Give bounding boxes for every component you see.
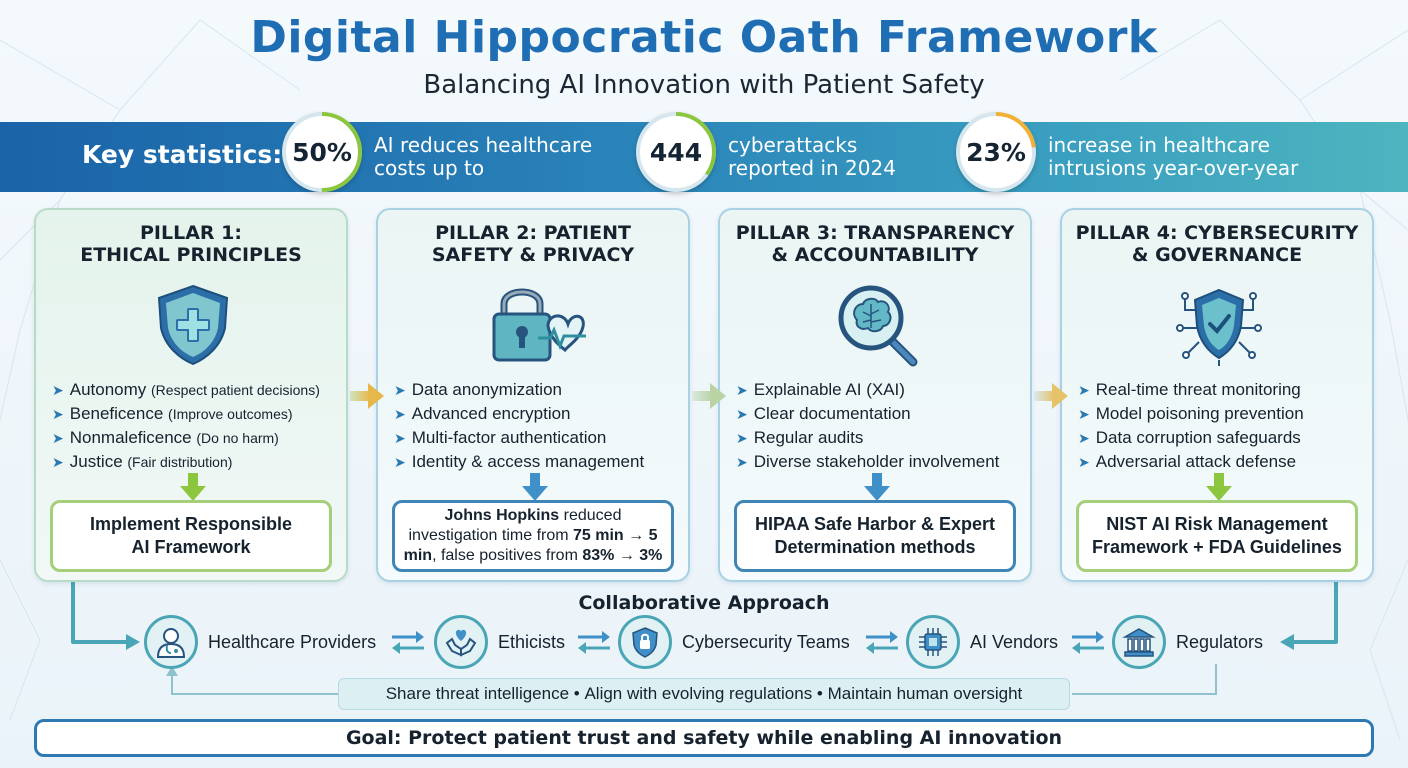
pillar-title-line: ETHICAL PRINCIPLES bbox=[80, 244, 302, 266]
list-item bbox=[736, 378, 1032, 402]
chevron-right-icon: ➤ bbox=[52, 406, 64, 422]
item-note: (Fair distribution) bbox=[127, 454, 233, 470]
list-item bbox=[394, 450, 690, 474]
chevron-right-icon: ➤ bbox=[394, 454, 406, 470]
stakeholder-label: Ethicists bbox=[498, 631, 566, 652]
pillar-title-line: PILLAR 4: CYBERSECURITY bbox=[1075, 222, 1359, 244]
list-item bbox=[394, 402, 690, 426]
chevron-right-icon: ➤ bbox=[1078, 406, 1090, 422]
pillar-title bbox=[1062, 222, 1372, 266]
lock-icon bbox=[618, 615, 672, 669]
chevron-right-icon: ➤ bbox=[736, 454, 748, 470]
item-label: Clear documentation bbox=[753, 404, 911, 423]
stat-text-line: reported in 2024 bbox=[728, 156, 896, 180]
lock-heart-icon bbox=[482, 280, 592, 368]
item-label: Autonomy bbox=[69, 380, 147, 399]
action-item: Maintain human oversight bbox=[827, 684, 1023, 703]
stakeholder-regulators bbox=[1112, 614, 1263, 670]
key-statistics-band bbox=[0, 122, 1408, 192]
chevron-right-icon: ➤ bbox=[736, 406, 748, 422]
list-item bbox=[52, 378, 348, 402]
item-label: Nonmaleficence bbox=[69, 428, 192, 447]
case-study-text: , false positives from bbox=[432, 547, 583, 564]
separator: • bbox=[812, 684, 828, 703]
left-flow-arrowhead bbox=[126, 634, 140, 650]
right-arrow-icon bbox=[692, 383, 726, 409]
list-item bbox=[736, 402, 1032, 426]
stat-value: 23% bbox=[966, 137, 1026, 167]
pillar-title-line: PILLAR 3: TRANSPARENCY bbox=[735, 222, 1015, 244]
item-note: (Improve outcomes) bbox=[168, 406, 293, 422]
chevron-right-icon: ➤ bbox=[394, 382, 406, 398]
item-label: Beneficence bbox=[69, 404, 164, 423]
action-item: Share threat intelligence bbox=[385, 684, 570, 703]
stat-circle bbox=[282, 112, 362, 192]
outcome-line: Implement Responsible bbox=[89, 514, 293, 534]
shield-cross-icon bbox=[149, 280, 237, 368]
stakeholder-label: AI Vendors bbox=[970, 631, 1059, 652]
item-label: Multi-factor authentication bbox=[411, 428, 607, 447]
stakeholder-label: Healthcare Providers bbox=[208, 631, 377, 652]
item-label: Justice bbox=[69, 452, 123, 471]
collaboration-actions-bar bbox=[338, 678, 1070, 710]
item-label: Identity & access management bbox=[411, 452, 645, 471]
stat-text-line: cyberattacks bbox=[728, 133, 858, 157]
chevron-right-icon: ➤ bbox=[1078, 430, 1090, 446]
pillar-title bbox=[720, 222, 1030, 266]
stakeholder-label: Regulators bbox=[1176, 631, 1264, 652]
case-study-text: reduced investigation time from bbox=[408, 507, 622, 544]
circuit-shield-icon bbox=[1175, 280, 1263, 368]
chevron-right-icon: ➤ bbox=[394, 430, 406, 446]
item-label: Advanced encryption bbox=[411, 404, 571, 423]
list-item bbox=[1078, 450, 1374, 474]
pillar-title-line: SAFETY & PRIVACY bbox=[431, 244, 635, 266]
outcome-line: NIST AI Risk Management bbox=[1106, 514, 1328, 534]
item-label: Explainable AI (XAI) bbox=[753, 380, 905, 399]
item-label: Adversarial attack defense bbox=[1095, 452, 1297, 471]
outcome-line: HIPAA Safe Harbor & Expert bbox=[754, 514, 996, 534]
outcome-line: Framework + FDA Guidelines bbox=[1092, 537, 1342, 557]
down-arrow-icon bbox=[862, 473, 892, 503]
chevron-right-icon: ➤ bbox=[736, 430, 748, 446]
chevron-right-icon: ➤ bbox=[1078, 382, 1090, 398]
pillar-title-line: PILLAR 2: PATIENT bbox=[435, 222, 631, 244]
pillar-outcome-box bbox=[734, 500, 1016, 572]
stakeholder-ethicists bbox=[434, 614, 565, 670]
stat-value: 50% bbox=[292, 137, 352, 167]
pillar-title-line: & GOVERNANCE bbox=[1131, 244, 1303, 266]
separator: • bbox=[569, 684, 585, 703]
bidirectional-arrow-icon bbox=[390, 628, 426, 656]
item-label: Data anonymization bbox=[411, 380, 562, 399]
right-arrow-icon bbox=[1034, 383, 1068, 409]
bidirectional-arrow-icon bbox=[864, 628, 900, 656]
down-arrow-icon bbox=[1204, 473, 1234, 503]
chevron-right-icon: ➤ bbox=[736, 382, 748, 398]
goal-banner: Goal: Protect patient trust and safety while enabling AI innovation bbox=[34, 719, 1374, 757]
list-item bbox=[736, 450, 1032, 474]
list-item bbox=[52, 402, 348, 426]
chevron-right-icon: ➤ bbox=[52, 430, 64, 446]
item-label: Real-time threat monitoring bbox=[1095, 380, 1301, 399]
stakeholder-ai-vendors bbox=[906, 614, 1058, 670]
right-flow-arrowhead bbox=[1280, 634, 1294, 650]
chip-icon bbox=[906, 615, 960, 669]
pillar-list bbox=[1078, 378, 1374, 474]
pillar-2-card bbox=[376, 208, 690, 582]
action-item: Align with evolving regulations bbox=[584, 684, 813, 703]
page-subtitle: Balancing AI Innovation with Patient Safety bbox=[423, 70, 985, 100]
stakeholder-cybersecurity-teams bbox=[618, 614, 850, 670]
stakeholder-label: Cybersecurity Teams bbox=[682, 631, 850, 652]
down-arrow-icon bbox=[178, 473, 208, 503]
government-building-icon bbox=[1112, 615, 1166, 669]
list-item bbox=[394, 378, 690, 402]
case-study-metric: 83% → 3% bbox=[582, 547, 663, 564]
item-note: (Respect patient decisions) bbox=[151, 382, 320, 398]
page-title: Digital Hippocratic Oath Framework bbox=[250, 12, 1158, 63]
chevron-right-icon: ➤ bbox=[52, 454, 64, 470]
pillar-list bbox=[52, 378, 348, 474]
list-item bbox=[52, 426, 348, 450]
pillar-title-line: PILLAR 1: bbox=[140, 222, 242, 244]
bidirectional-arrow-icon bbox=[1070, 628, 1106, 656]
doctor-icon bbox=[144, 615, 198, 669]
stat-circle bbox=[636, 112, 716, 192]
key-statistics-label: Key statistics: bbox=[82, 140, 283, 169]
list-item bbox=[1078, 402, 1374, 426]
pillar-list bbox=[736, 378, 1032, 474]
pillar-1-card bbox=[34, 208, 348, 582]
pillar-title bbox=[36, 222, 346, 266]
pillar-title bbox=[378, 222, 688, 266]
list-item bbox=[1078, 426, 1374, 450]
hands-heart-icon bbox=[434, 615, 488, 669]
list-item bbox=[52, 450, 348, 474]
pillar-outcome-box bbox=[1076, 500, 1358, 572]
stat-value: 444 bbox=[649, 137, 703, 167]
outcome-line: Determination methods bbox=[774, 537, 976, 557]
right-arrow-icon bbox=[350, 383, 384, 409]
stakeholder-healthcare-providers bbox=[144, 614, 376, 670]
stat-text-line: costs up to bbox=[374, 156, 485, 180]
brain-magnifier-icon bbox=[833, 280, 921, 368]
list-item bbox=[736, 426, 1032, 450]
pillar-outcome-box bbox=[50, 500, 332, 572]
stat-description bbox=[728, 134, 896, 180]
stat-text-line: intrusions year-over-year bbox=[1048, 156, 1299, 180]
item-label: Data corruption safeguards bbox=[1095, 428, 1301, 447]
down-arrow-icon bbox=[520, 473, 550, 503]
bidirectional-arrow-icon bbox=[576, 628, 612, 656]
stat-description bbox=[374, 134, 592, 180]
item-label: Diverse stakeholder involvement bbox=[753, 452, 1000, 471]
pillar-title-line: & ACCOUNTABILITY bbox=[771, 244, 979, 266]
item-label: Regular audits bbox=[753, 428, 864, 447]
chevron-right-icon: ➤ bbox=[394, 406, 406, 422]
case-study-org: Johns Hopkins bbox=[444, 507, 560, 524]
stat-circle bbox=[956, 112, 1036, 192]
feedback-line-left bbox=[172, 672, 338, 694]
collaborative-approach-title: Collaborative Approach bbox=[578, 592, 830, 614]
list-item bbox=[1078, 378, 1374, 402]
chevron-right-icon: ➤ bbox=[1078, 454, 1090, 470]
pillar-list bbox=[394, 378, 690, 474]
item-note: (Do no harm) bbox=[196, 430, 279, 446]
pillar-4-card bbox=[1060, 208, 1374, 582]
case-study-box bbox=[392, 500, 674, 572]
stat-description bbox=[1048, 134, 1298, 180]
stat-text-line: increase in healthcare bbox=[1048, 133, 1270, 157]
chevron-right-icon: ➤ bbox=[52, 382, 64, 398]
list-item bbox=[394, 426, 690, 450]
outcome-line: AI Framework bbox=[131, 537, 251, 557]
case-study-metric: 75 min → 5 min bbox=[403, 527, 658, 564]
stat-text-line: AI reduces healthcare bbox=[374, 133, 593, 157]
item-label: Model poisoning prevention bbox=[1095, 404, 1304, 423]
pillar-3-card bbox=[718, 208, 1032, 582]
